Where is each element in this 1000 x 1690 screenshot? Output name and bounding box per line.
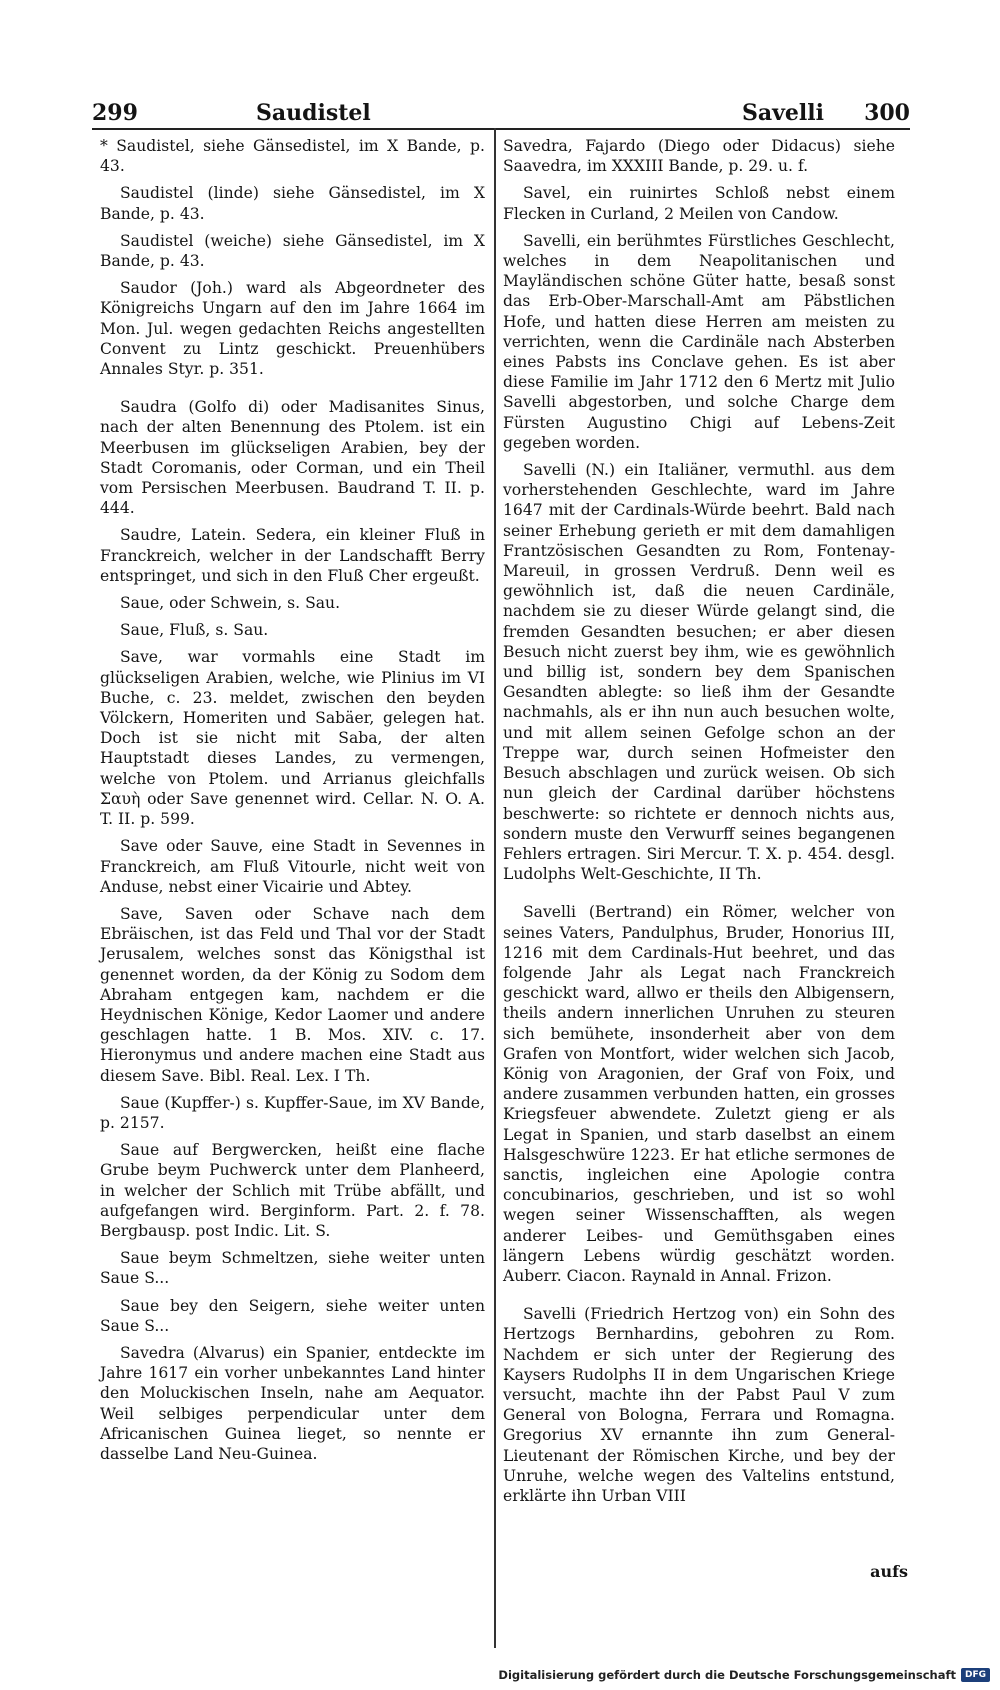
- footer-text: Digitalisierung gefördert durch die Deutsche Forschungsgemeinschaft: [498, 1668, 956, 1682]
- entry: Saue, Fluß, s. Sau.: [120, 621, 269, 640]
- entry: Saudra (Golfo di) oder Madisanites Sinus, nach der alten Benennung des Ptolem. ist ein Meerbusen im glückseligen Arabien, bey der Stadt Coromanis, oder Corman, und ein Theil vom Persischen Meerbusen. Baudrand T. II. p. 444.: [100, 398, 485, 518]
- running-title-right: Savelli: [742, 100, 824, 126]
- page-number-right: 300: [864, 100, 910, 126]
- entry: Savelli, ein berühmtes Fürstliches Geschlecht, welches in dem Neapolitanischen und Mayländischen schöne Güter hatte, besaß sonst das Erb-Ober-Marschall-Amt am Päbstlichen Hofe, und hatten diese Herren am meisten zu verrichten, wenn die Cardinäle nach Absterben eines Pabsts ins Conclave gehen. Es ist aber diese Familie im Jahr 1712 den 6 Mertz mit Julio Savelli abgestorben, und solche Charge dem Fürsten Augustino Chigi auf Lebens-Zeit gegeben worden.: [503, 231, 895, 452]
- running-header: [92, 92, 910, 130]
- entry: Savelli (Friedrich Hertzog von) ein Sohn des Hertzogs Bernhardins, gebohren zu Rom. Nachdem er sich unter der Regierung des Kaysers Rudolphs II in dem Ungarischen Kriege versucht, machte ihn der Pabst Paul V zum General von Bologna, Ferrara und Romagna. Gregorius XV ernannte ihn zum General-Lieutenant der Römischen Kirche, und bey der Unruhe, welche wegen des Valtelins entstund, erklärte ihn Urban VIII: [503, 1305, 895, 1505]
- entry: Saue auf Bergwercken, heißt eine flache Grube beym Puchwerck unter dem Planheerd, in welcher der Schlich mit Trübe abfällt, und aufgefangen wird. Berginform. Part. 2. f. 78. Bergbausp. post Indic. Lit. S.: [100, 1141, 485, 1240]
- dfg-logo: DFG: [961, 1668, 990, 1682]
- entry: Savedra, Fajardo (Diego oder Didacus) siehe Saavedra, im XXXIII Bande, p. 29. u. f.: [503, 137, 895, 176]
- entry: Saudistel (linde) siehe Gänsedistel, im X Bande, p. 43.: [100, 184, 485, 223]
- entry: Savel, ein ruinirtes Schloß nebst einem Flecken in Curland, 2 Meilen von Candow.: [503, 184, 895, 223]
- page-number-left: 299: [92, 100, 138, 126]
- digitization-footer: [498, 1668, 990, 1682]
- entry: Save oder Sauve, eine Stadt in Sevennes in Franckreich, am Fluß Vitourle, nicht weit von Anduse, nebst einer Vicairie und Abtey.: [100, 837, 485, 896]
- left-column: [100, 136, 485, 1471]
- entry: Savelli (Bertrand) ein Römer, welcher von seines Vaters, Pandulphus, Bruder, Honorius III, 1216 mit dem Cardinals-Hut beehret, und das folgende Jahr als Legat nach Franckreich geschickt ward, allwo er theils den Albigensern, theils andern innerlichen Unruhen zu steuren sich bemühete, insonderheit aber von dem Grafen von Montfort, wider welchen sich Jacob, König von Aragonien, der Graf von Foix, und andere zusammen verbunden hatten, ein grosses Kriegsfeuer abwendete. Zuletzt gieng er als Legat in Spanien, und starb daselbst an einem Halsgeschwüre 1223. Er hat etliche sermones de sanctis, ingleichen eine Apologie contra concubinarios, geschrieben, und ist so wohl wegen seiner Wissenschafften, als wegen anderer Leibes- und Gemüthsgaben eines längern Lebens würdig geschätzt worden. Auberr. Ciacon. Raynald in Annal. Frizon.: [503, 903, 895, 1285]
- entry: Savelli (N.) ein Italiäner, vermuthl. aus dem vorherstehenden Geschlechte, ward im Jahre 1647 mit der Cardinals-Würde beehrt. Bald nach seiner Erhebung gerieth er mit dem damahligen Frantzösischen Gesandten zu Rom, Fontenay-Mareuil, in grossen Verdruß. Denn weil es gewöhnlich ist, daß die neuen Cardinäle, nachdem sie zu dieser Würde gelangt sind, die fremden Gesandten besuchen; er aber diesen Besuch nicht zuerst bey ihm, wie es gewöhnlich und billig ist, sondern bey dem Spanischen Gesandten ablegte: so ließ ihm der Gesandte nachmahls, als er ihn nun auch besuchen wolte, und mit allem seinen Gefolge schon an der Treppe war, durch seinen Hofmeister den Besuch abschlagen und zurück weisen. Ob sich nun gleich der Cardinal darüber höchstens beschwerte: so richtete er dennoch nichts aus, sondern muste den Verwurff seines begangenen Fehlers ertragen. Siri Mercur. T. X. p. 454. desgl. Ludolphs Welt-Geschichte, II Th.: [503, 461, 895, 884]
- entry: Saudor (Joh.) ward als Abgeordneter des Königreichs Ungarn auf den im Jahre 1664 im Mon. Jul. wegen gedachten Reichs angestellten Convent zu Lintz geschickt. Preuenhübers Annales Styr. p. 351.: [100, 279, 485, 379]
- entry: Save, war vormahls eine Stadt im glückseligen Arabien, welche, wie Plinius im VI Buche, c. 23. meldet, zwischen den beyden Völckern, Homeriten und Sabäer, gelegen hat. Doch ist sie nicht mit Saba, der alten Hauptstadt dieses Landes, zu vermengen, welche von Ptolem. und Arrianus gleichfalls Σαυὴ oder Save genennet wird. Cellar. N. O. A. T. II. p. 599.: [100, 648, 485, 829]
- entry: Saudre, Latein. Sedera, ein kleiner Fluß in Franckreich, welcher in der Landschafft Berry entspringet, und sich in den Fluß Cher ergeußt.: [100, 526, 485, 585]
- entry: Saue beym Schmeltzen, siehe weiter unten Saue S...: [100, 1249, 485, 1288]
- entry: Saue bey den Seigern, siehe weiter unten Saue S...: [100, 1296, 485, 1335]
- entry: Saue, oder Schwein, s. Sau.: [120, 594, 341, 613]
- entry: Saue (Kupffer-) s. Kupffer-Saue, im XV Bande, p. 2157.: [100, 1093, 485, 1132]
- catchword: aufs: [870, 1562, 908, 1581]
- entry: * Saudistel, siehe Gänsedistel, im X Bande, p. 43.: [100, 137, 485, 176]
- entry: Saudistel (weiche) siehe Gänsedistel, im X Bande, p. 43.: [100, 231, 485, 271]
- column-divider: [494, 128, 496, 1648]
- entry: Savedra (Alvarus) ein Spanier, entdeckte im Jahre 1617 ein vorher unbekanntes Land hinter den Moluckischen Inseln, nahe am Aequator. Weil selbiges perpendicular unter dem Africanischen Guinea lieget, so nennte er dasselbe Land Neu-Guinea.: [100, 1343, 485, 1463]
- entry: Save, Saven oder Schave nach dem Ebräischen, ist das Feld und Thal vor der Stadt Jerusalem, welches sonst das Königsthal ist genennet worden, da der König zu Sodom dem Abraham entgegen kam, nachdem er die Heydnischen Könige, Kedor Laomer und andere geschlagen hatte. 1 B. Mos. XIV. c. 17. Hieronymus und andere machen eine Stadt aus diesem Save. Bibl. Real. Lex. I Th.: [100, 904, 485, 1085]
- running-title-left: Saudistel: [256, 100, 371, 126]
- right-column: [503, 136, 895, 1513]
